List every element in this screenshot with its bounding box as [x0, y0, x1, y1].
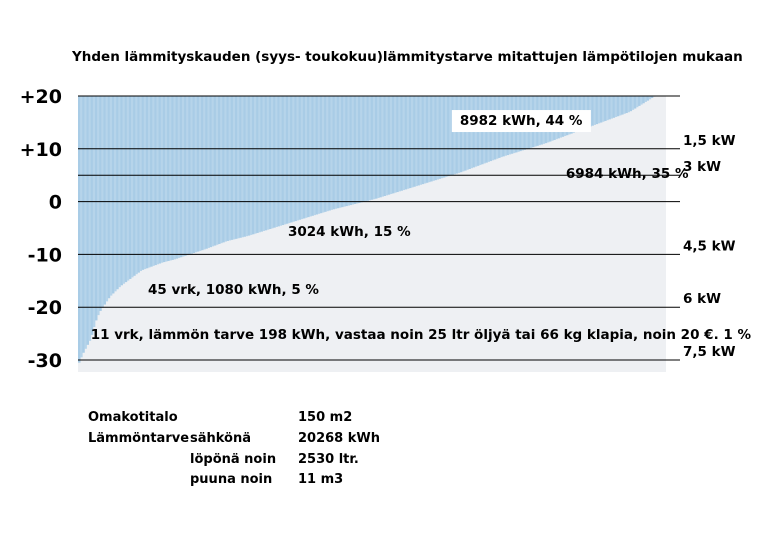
info-cell: puuna noin: [190, 472, 273, 487]
y-tick-label: 0: [48, 191, 62, 214]
y-tick-label: -30: [27, 350, 62, 372]
power-level-label: 1,5 kW: [683, 132, 736, 149]
y-tick-label: -20: [27, 297, 62, 320]
annotation: 6984 kWh, 35 %: [565, 165, 689, 182]
power-level-label: 4,5 kW: [683, 238, 736, 255]
power-level-label: 3 kW: [683, 159, 721, 176]
info-cell: Lämmöntarve: [88, 431, 190, 446]
annotation: 11 vrk, lämmön tarve 198 kWh, vastaa noin 25 ltr öljyä tai 66 kg klapia, noin 20 €. 1 %: [90, 326, 752, 343]
info-cell: 2530 ltr.: [298, 452, 359, 467]
y-tick-label: +10: [19, 138, 62, 161]
info-cell: 20268 kWh: [298, 431, 380, 446]
annotation: 3024 kWh, 15 %: [288, 223, 411, 240]
y-tick-label: -10: [27, 244, 62, 267]
y-axis: [20, 86, 62, 372]
info-cell: sähkönä: [190, 431, 252, 446]
power-level-label: 6 kW: [683, 291, 721, 308]
annotation: 8982 kWh, 44 %: [459, 113, 583, 130]
info-cell: 11 m3: [298, 472, 344, 487]
annotation: 45 vrk, 1080 kWh, 5 %: [148, 282, 319, 298]
chart-title: Yhden lämmityskauden (syys- toukokuu)lämmitystarve mitattujen lämpötilojen mukaan: [72, 49, 743, 65]
info-cell: löpönä noin: [190, 452, 277, 467]
info-cell: 150 m2: [298, 410, 353, 425]
y-tick-label: +20: [19, 86, 62, 108]
power-level-label: 7,5 kW: [683, 344, 736, 360]
info-cell: Omakotitalo: [88, 410, 178, 425]
